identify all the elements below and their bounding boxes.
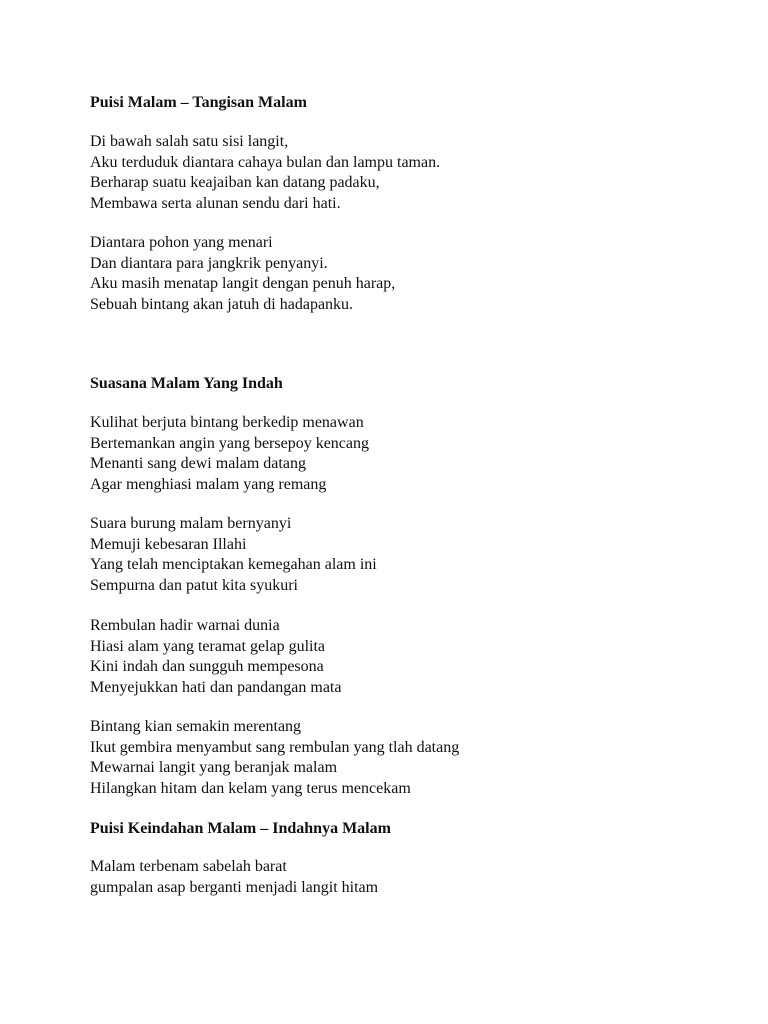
poem-line: Mewarnai langit yang beranjak malam [90, 759, 338, 776]
poem-line: Membawa serta alunan sendu dari hati. [90, 194, 341, 212]
poem-line: Memuji kebesaran Illahi [90, 535, 247, 553]
poem-2-stanza-4 [90, 717, 459, 799]
poem-2-stanza-1 [90, 413, 369, 495]
poem-line: Kini indah dan sungguh mempesona [90, 658, 324, 675]
poem-line: Bintang kian semakin merentang [90, 718, 302, 735]
poem-line: gumpalan asap berganti menjadi langit hitam [90, 878, 379, 896]
poem-1-stanza-2 [90, 233, 395, 315]
poem-line: Sebuah bintang akan jatuh di hadapanku. [90, 295, 354, 313]
poem-3-title: Puisi Keindahan Malam – Indahnya Malam [90, 820, 391, 837]
poem-line: Dan diantara para jangkrik penyanyi. [90, 254, 328, 272]
poem-line: Di bawah salah satu sisi langit, [90, 133, 289, 150]
poem-1-stanza-1 [90, 132, 440, 214]
poem-line: Bertemankan angin yang bersepoy kencang [90, 434, 370, 452]
poem-line: Sempurna dan patut kita syukuri [90, 576, 298, 594]
poem-3-stanza-1 [90, 857, 378, 898]
poem-line: Agar menghiasi malam yang remang [90, 475, 327, 493]
poem-line: Berharap suatu keajaiban kan datang padaku, [90, 174, 380, 191]
poem-line: Menyejukkan hati dan pandangan mata [90, 678, 342, 696]
poem-line: Rembulan hadir warnai dunia [90, 617, 280, 634]
poem-line: Aku masih menatap langit dengan penuh harap, [90, 275, 396, 292]
poem-1-title: Puisi Malam – Tangisan Malam [90, 94, 307, 111]
poem-line: Malam terbenam sabelah barat [90, 858, 287, 875]
poem-2-title: Suasana Malam Yang Indah [90, 375, 283, 392]
poem-line: Diantara pohon yang menari [90, 234, 273, 251]
poem-line: Kulihat berjuta bintang berkedip menawan [90, 414, 364, 431]
poem-line: Menanti sang dewi malam datang [90, 455, 306, 472]
poem-line: Hiasi alam yang teramat gelap gulita [90, 637, 326, 655]
poem-line: Aku terduduk diantara cahaya bulan dan lampu taman. [90, 153, 441, 171]
poem-line: Yang telah menciptakan kemegahan alam ini [90, 556, 377, 573]
poem-2-stanza-2 [90, 514, 377, 596]
poem-line: Ikut gembira menyambut sang rembulan yang tlah datang [90, 738, 460, 756]
poem-2-stanza-3 [90, 616, 341, 698]
poem-line: Hilangkan hitam dan kelam yang terus mencekam [90, 779, 411, 797]
poem-line: Suara burung malam bernyanyi [90, 515, 292, 532]
